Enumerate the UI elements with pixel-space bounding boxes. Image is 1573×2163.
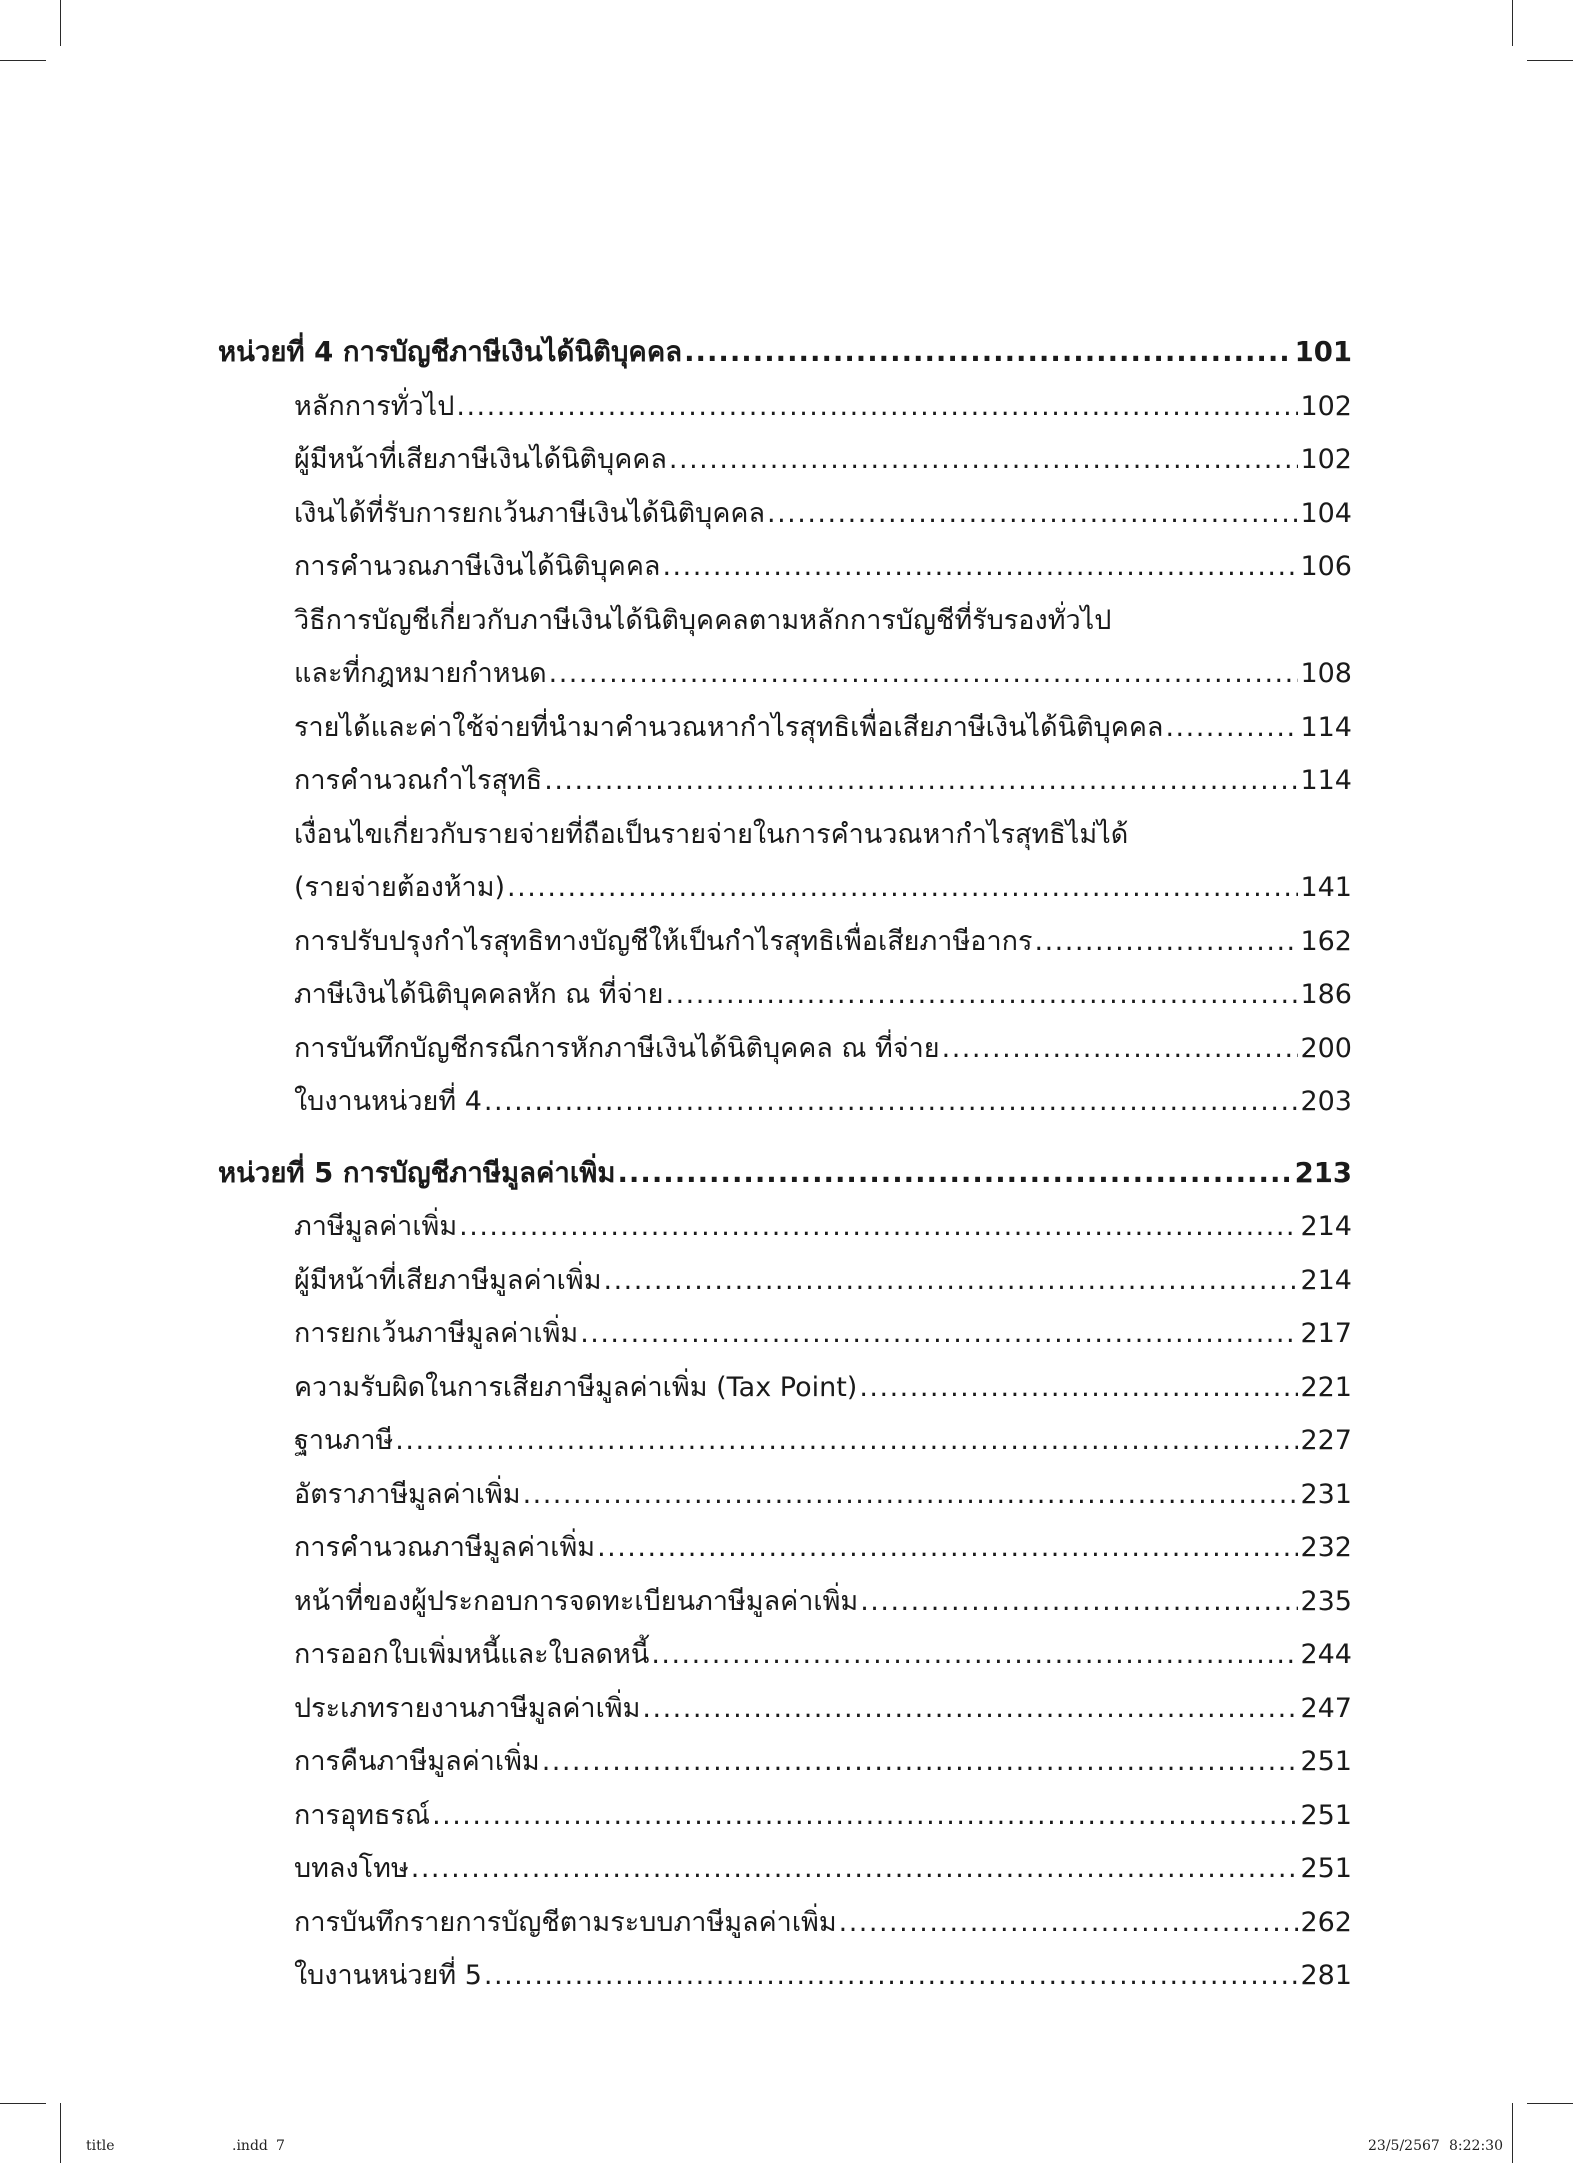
slug-time: 8:22:30 [1449, 2138, 1503, 2154]
entry-page: 244 [1300, 1639, 1352, 1670]
dot-leader [942, 1022, 1299, 1076]
entry-page: 251 [1300, 1746, 1352, 1777]
toc-entry[interactable] [218, 380, 1352, 434]
entry-page: 262 [1300, 1906, 1352, 1938]
dot-leader [459, 1200, 1298, 1254]
dot-leader [1165, 701, 1298, 755]
table-of-contents [218, 326, 1352, 2021]
entry-page: 251 [1300, 1799, 1352, 1831]
toc-entry[interactable] [218, 1842, 1352, 1896]
unit-5-heading[interactable] [218, 1147, 1352, 1201]
entry-title: บทลงโทษ [294, 1853, 409, 1884]
dot-leader [411, 1842, 1299, 1896]
entry-page: 108 [1300, 658, 1352, 689]
entry-page: 203 [1300, 1086, 1352, 1117]
entry-page: 114 [1300, 765, 1352, 796]
entry-title: การออกใบเพิ่มหนี้และใบลดหนี้ [294, 1639, 650, 1670]
entry-page: 162 [1300, 925, 1352, 957]
slug-date: 23/5/2567 [1368, 2138, 1440, 2154]
dot-leader [617, 1147, 1292, 1201]
unit-4-heading[interactable] [218, 326, 1352, 380]
dot-leader [859, 1361, 1298, 1415]
unit-title: หน่วยที่ 5 การบัญชีภาษีมูลค่าเพิ่ม [218, 1156, 616, 1189]
dot-leader [839, 1896, 1299, 1950]
toc-entry[interactable] [218, 1521, 1352, 1575]
entry-page: 141 [1300, 872, 1352, 903]
dot-leader [662, 540, 1298, 594]
unit-4 [218, 326, 1352, 1129]
toc-entry[interactable] [218, 647, 1352, 701]
dot-leader [456, 380, 1298, 434]
dot-leader [604, 1254, 1299, 1308]
entry-page: 214 [1300, 1264, 1352, 1296]
entry-page: 186 [1300, 979, 1352, 1010]
dot-leader [580, 1307, 1298, 1361]
entry-title: หน้าที่ของผู้ประกอบการจดทะเบียนภาษีมูลค่าเพิ่ม [294, 1585, 859, 1617]
entry-title: ใบงานหน่วยที่ 5 [294, 1960, 482, 1991]
entry-page: 231 [1300, 1478, 1352, 1510]
toc-entry[interactable] [218, 1361, 1352, 1415]
toc-entry-first-line[interactable] [218, 594, 1352, 648]
entry-title: การบันทึกบัญชีกรณีการหักภาษีเงินได้นิติบุคคล ณ ที่จ่าย [294, 1032, 940, 1064]
toc-entry[interactable] [218, 915, 1352, 969]
entry-title: การปรับปรุงกำไรสุทธิทางบัญชีให้เป็นกำไรสุทธิเพื่อเสียภาษีอากร [294, 925, 1033, 957]
dot-leader [544, 754, 1298, 808]
entry-title: การอุทธรณ์ [294, 1799, 431, 1831]
dot-leader [669, 433, 1299, 487]
toc-entry[interactable] [218, 433, 1352, 487]
dot-leader [549, 647, 1299, 701]
toc-entry[interactable] [218, 540, 1352, 594]
entry-page: 200 [1300, 1032, 1352, 1064]
entry-page: 227 [1300, 1425, 1352, 1456]
toc-entry[interactable] [218, 1896, 1352, 1950]
toc-entry[interactable] [218, 1022, 1352, 1076]
crop-mark-bottom-left-h [0, 2103, 46, 2104]
entry-title: การบันทึกรายการบัญชีตามระบบภาษีมูลค่าเพิ่ม [294, 1906, 837, 1938]
entry-title: หลักการทั่วไป [294, 390, 455, 422]
entry-page: 221 [1300, 1371, 1352, 1403]
dot-leader [597, 1521, 1298, 1575]
entry-title: ภาษีมูลค่าเพิ่ม [294, 1211, 458, 1242]
entry-title: (รายจ่ายต้องห้าม) [294, 872, 506, 903]
entry-title: ผู้มีหน้าที่เสียภาษีมูลค่าเพิ่ม [294, 1264, 602, 1296]
toc-entry[interactable] [218, 1200, 1352, 1254]
dot-leader [1034, 915, 1298, 969]
dot-leader [395, 1414, 1298, 1468]
toc-entry[interactable] [218, 861, 1352, 915]
dot-leader [484, 1949, 1299, 2003]
crop-mark-top-left-h [0, 60, 46, 61]
toc-entry[interactable] [218, 1075, 1352, 1129]
dot-leader [860, 1575, 1298, 1629]
toc-entry[interactable] [218, 1628, 1352, 1682]
toc-entry[interactable] [218, 1789, 1352, 1843]
entry-page: 114 [1300, 711, 1352, 743]
entry-title: ฐานภาษี [294, 1425, 394, 1456]
entry-title: การคำนวณกำไรสุทธิ [294, 765, 543, 796]
dot-leader [684, 326, 1293, 380]
entry-page: 281 [1300, 1960, 1352, 1991]
entry-page: 251 [1300, 1853, 1352, 1884]
entry-title: เงื่อนไขเกี่ยวกับรายจ่ายที่ถือเป็นรายจ่ายในการคำนวณหากำไรสุทธิไม่ได้ [294, 818, 1129, 850]
entry-page: 102 [1300, 390, 1352, 422]
entry-page: 232 [1300, 1532, 1352, 1563]
entry-title: อัตราภาษีมูลค่าเพิ่ม [294, 1478, 521, 1510]
crop-mark-top-right-h [1527, 60, 1573, 61]
toc-entry[interactable] [218, 1949, 1352, 2003]
entry-page: 217 [1300, 1318, 1352, 1349]
toc-entry-first-line[interactable] [218, 808, 1352, 862]
toc-entry[interactable] [218, 1682, 1352, 1736]
entry-title: วิธีการบัญชีเกี่ยวกับภาษีเงินได้นิติบุคคลตามหลักการบัญชีที่รับรองทั่วไป [294, 604, 1112, 636]
dot-leader [666, 968, 1299, 1022]
entry-title: การคำนวณภาษีเงินได้นิติบุคคล [294, 551, 661, 582]
toc-entry[interactable] [218, 701, 1352, 755]
dot-leader [507, 861, 1298, 915]
entry-title: ภาษีเงินได้นิติบุคคลหัก ณ ที่จ่าย [294, 979, 664, 1010]
entry-title: และที่กฎหมายกำหนด [294, 658, 547, 689]
toc-entry[interactable] [218, 1254, 1352, 1308]
entry-title: ผู้มีหน้าที่เสียภาษีเงินได้นิติบุคคล [294, 444, 667, 475]
toc-entry[interactable] [218, 1307, 1352, 1361]
toc-entry[interactable] [218, 1575, 1352, 1629]
entry-page: 106 [1300, 551, 1352, 582]
unit-page: 101 [1294, 336, 1352, 368]
toc-entry[interactable] [218, 968, 1352, 1022]
slug-file-ext: .indd [232, 2138, 268, 2154]
crop-mark-top-left [60, 0, 61, 46]
dot-leader [484, 1075, 1299, 1129]
entry-title: การยกเว้นภาษีมูลค่าเพิ่ม [294, 1318, 579, 1349]
dot-leader [523, 1468, 1299, 1522]
dot-leader [542, 1735, 1299, 1789]
entry-page: 102 [1300, 444, 1352, 475]
dot-leader [642, 1682, 1298, 1736]
entry-page: 104 [1300, 497, 1352, 529]
unit-page: 213 [1294, 1156, 1352, 1189]
toc-entry[interactable] [218, 1414, 1352, 1468]
crop-mark-bottom-left [60, 2103, 61, 2163]
entry-title: เงินได้ที่รับการยกเว้นภาษีเงินได้นิติบุคคล [294, 497, 765, 529]
toc-entry[interactable] [218, 487, 1352, 541]
crop-mark-bottom-right [1512, 2103, 1513, 2163]
entry-title: ความรับผิดในการเสียภาษีมูลค่าเพิ่ม (Tax Point) [294, 1371, 858, 1403]
entry-title: การคืนภาษีมูลค่าเพิ่ม [294, 1746, 540, 1777]
dot-leader [432, 1789, 1298, 1843]
unit-title: หน่วยที่ 4 การบัญชีภาษีเงินได้นิติบุคคล [218, 336, 683, 368]
toc-entry[interactable] [218, 754, 1352, 808]
slug-page-number: 7 [276, 2138, 285, 2154]
unit-5 [218, 1147, 1352, 2003]
entry-page: 214 [1300, 1211, 1352, 1242]
entry-page: 235 [1300, 1585, 1352, 1617]
toc-entry[interactable] [218, 1735, 1352, 1789]
entry-title: รายได้และค่าใช้จ่ายที่นำมาคำนวณหากำไรสุทธิเพื่อเสียภาษีเงินได้นิติบุคคล [294, 711, 1164, 743]
dot-leader [767, 487, 1298, 541]
entry-page: 247 [1300, 1692, 1352, 1724]
entry-title: การคำนวณภาษีมูลค่าเพิ่ม [294, 1532, 596, 1563]
dot-leader [651, 1628, 1298, 1682]
slug-file-name: title [86, 2138, 115, 2154]
crop-mark-bottom-right-h [1527, 2103, 1573, 2104]
toc-entry[interactable] [218, 1468, 1352, 1522]
entry-title: ใบงานหน่วยที่ 4 [294, 1086, 482, 1117]
crop-mark-top-right [1512, 0, 1513, 46]
entry-title: ประเภทรายงานภาษีมูลค่าเพิ่ม [294, 1692, 641, 1724]
